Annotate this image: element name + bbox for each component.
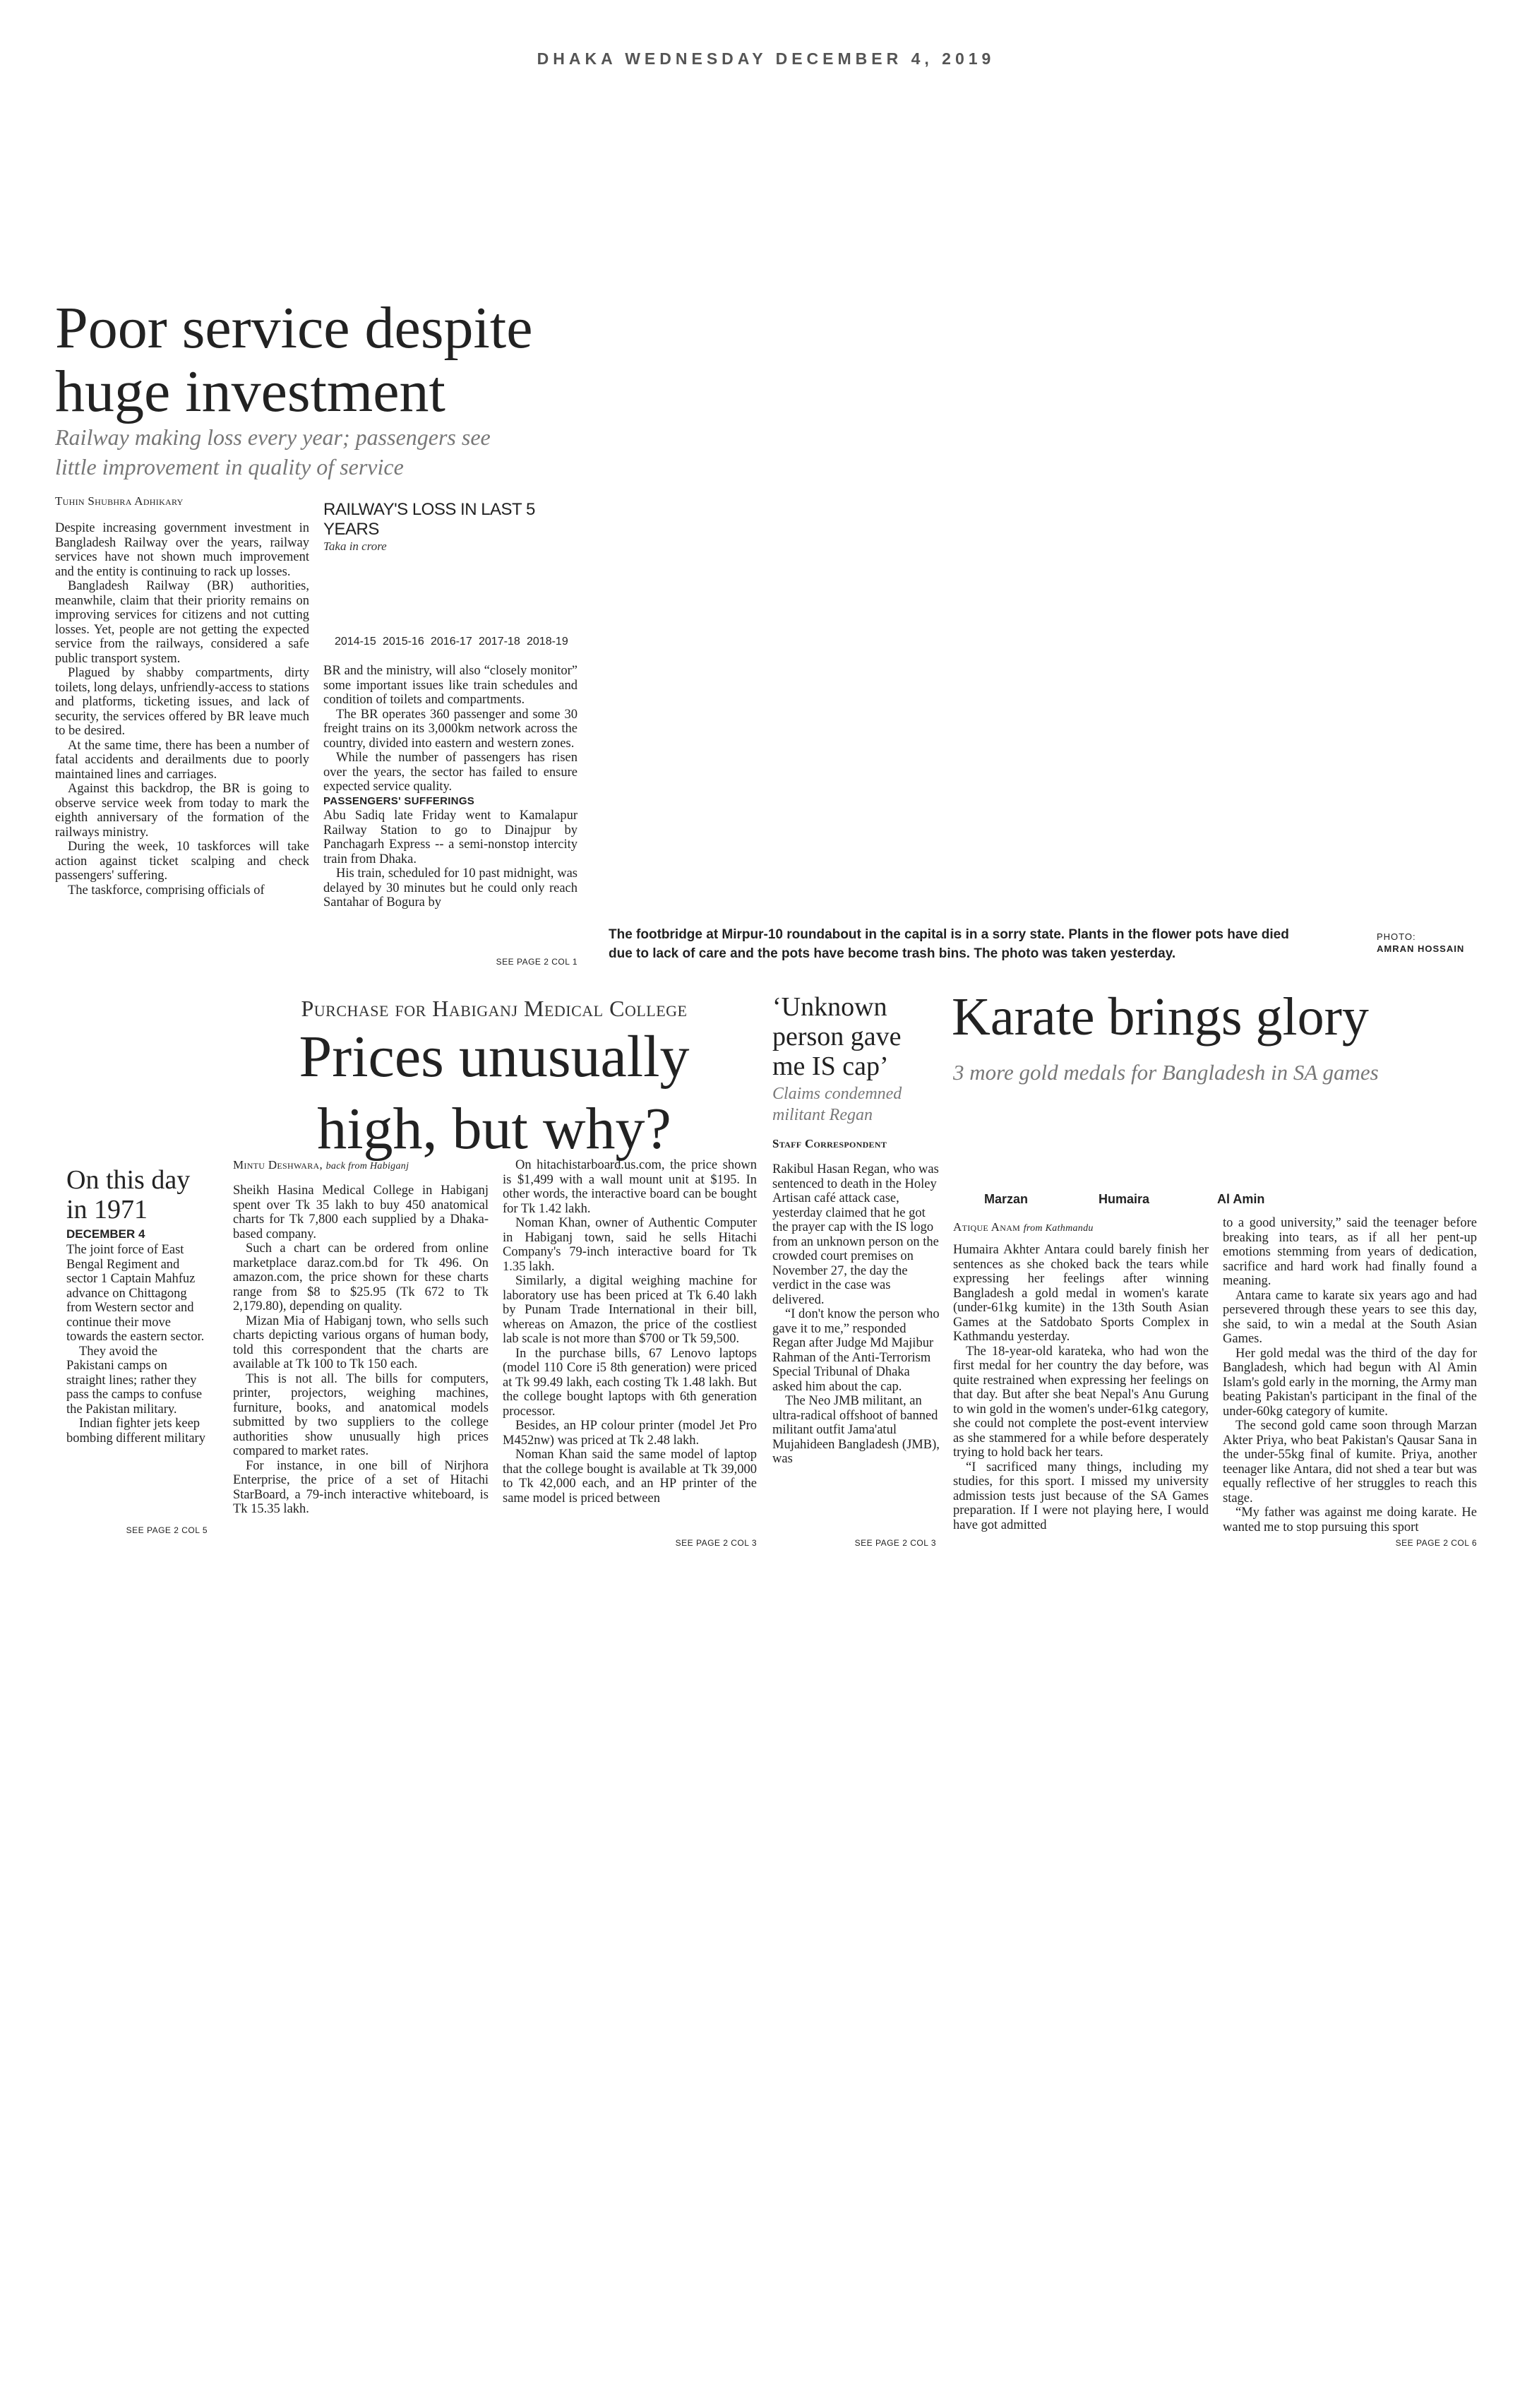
railway-deck-line1: Railway making loss every year; passengers see bbox=[55, 424, 491, 450]
on-this-day-p0: The joint force of East Bengal Regiment and sector 1 Captain Mahfuz advance on Chittagong from Western sector and continue their move towards the eastern sector. bbox=[66, 1243, 205, 1344]
chart-x-tick: 2015-16 bbox=[383, 636, 424, 648]
on-this-day-title-line2: in 1971 bbox=[66, 1195, 148, 1224]
dateline: DHAKA WEDNESDAY DECEMBER 4, 2019 bbox=[537, 49, 995, 68]
habiganj-col2 bbox=[503, 1158, 757, 1506]
railway-col2 bbox=[323, 664, 578, 910]
is-cap-p2: The Neo JMB militant, an ultra-radical offshoot of banned militant outfit Jama'atul Mujahideen Bangladesh (JMB), was bbox=[772, 1394, 940, 1466]
railway-col1-p3: At the same time, there has been a number of fatal accidents and derailments due to poorly maintained lines and carriages. bbox=[55, 738, 309, 782]
chart-x-axis bbox=[323, 636, 592, 651]
karate-byline-place: from Kathmandu bbox=[1023, 1223, 1094, 1234]
habiganj-see-page: SEE PAGE 2 COL 3 bbox=[675, 1538, 757, 1548]
photo-credit-name: AMRAN HOSSAIN bbox=[1377, 943, 1465, 954]
is-cap-headline-line3: me IS cap’ bbox=[772, 1051, 889, 1081]
karate-label-marzan: Marzan bbox=[984, 1192, 1029, 1206]
karate-col2-p1: Antara came to karate six years ago and had persevered through these years to see this day, she said, to win a medal at the South Asian Games. bbox=[1223, 1288, 1477, 1346]
chart-x-tick: 2018-19 bbox=[527, 636, 568, 648]
karate-col2 bbox=[1223, 1216, 1477, 1534]
habiganj-col1 bbox=[233, 1184, 489, 1517]
karate-col2-p3: The second gold came soon through Marzan Akter Priya, who beat Pakistan's Qausar Sana in the under-55kg final of kumite. Priya, another teenager like Antara, did not shed a tear but was equally reflective of her struggles to reach this stage. bbox=[1223, 1419, 1477, 1506]
habiganj-col1-p1: Such a chart can be ordered from online marketplace daraz.com.bd for Tk 496. On amazon.com, the price shown for these charts range from $8 to $25.95 (Tk 672 to Tk 2,179.80), depending on quality. bbox=[233, 1241, 489, 1313]
railway-headline-line1: Poor service despite bbox=[55, 295, 533, 361]
habiganj-col2-p4: Besides, an HP colour printer (model Jet Pro M452nw) was priced at Tk 2.48 lakh. bbox=[503, 1419, 757, 1448]
railway-subhead: PASSENGERS' SUFFERINGS bbox=[323, 794, 475, 807]
chart-x-tick: 2017-18 bbox=[479, 636, 520, 648]
railway-col1-p1: Bangladesh Railway (BR) authorities, meanwhile, claim that their priority remains on improving services for citizens and not cutting losses. Yet, people are not getting the expected service from the railways, considered a safe public transport system. bbox=[55, 579, 309, 666]
habiganj-headline-line2: high, but why? bbox=[317, 1096, 671, 1162]
habiganj-byline-name: Mintu Deshwara, bbox=[233, 1158, 323, 1172]
railway-byline: Tuhin Shubhra Adhikary bbox=[55, 494, 184, 508]
karate-col2-p2: Her gold medal was the third of the day for Bangladesh, which had begun with Al Amin Islam's gold early in the morning, the Army man beating Pakistan's participant in the final of the under-60kg category of kumite. bbox=[1223, 1346, 1477, 1419]
karate-byline-name: Atique Anam bbox=[953, 1220, 1021, 1234]
habiganj-col2-p5: Noman Khan said the same model of laptop that the college bought is available at Tk 39,000 to Tk 42,000 each, and an HP printer of the same model is priced between bbox=[503, 1448, 757, 1506]
is-cap-body bbox=[772, 1162, 942, 1467]
railway-col2-p3: Abu Sadiq late Friday went to Kamalapur Railway Station to go to Dinajpur by Panchagarh Express -- a semi-nonstop intercity train from Dhaka. bbox=[323, 809, 578, 866]
is-cap-headline bbox=[772, 992, 949, 1081]
karate-byline bbox=[953, 1220, 1221, 1234]
habiganj-byline bbox=[233, 1158, 487, 1172]
habiganj-byline-place: back from Habiganj bbox=[325, 1161, 409, 1172]
railway-col2-p0: BR and the ministry, will also “closely monitor” some important issues like train schedules and condition of toilets and compartments. bbox=[323, 664, 578, 707]
photo-caption bbox=[609, 925, 1322, 963]
is-cap-headline-line1: ‘Unknown bbox=[772, 992, 887, 1022]
is-cap-p0: Rakibul Hasan Regan, who was sentenced to death in the Holey Artisan café attack case, yesterday claimed that he got the prayer cap with the IS logo from an unknown person on the crowded court premises on November 27, the day the verdict in the case was delivered. bbox=[772, 1162, 939, 1307]
on-this-day-p2: Indian fighter jets keep bombing different military bbox=[66, 1417, 205, 1446]
habiganj-kicker: Purchase for Habiganj Medical College bbox=[301, 996, 688, 1021]
railway-deck bbox=[55, 422, 620, 482]
photo-credit bbox=[1377, 931, 1504, 955]
habiganj-headline-line1: Prices unusually bbox=[299, 1024, 690, 1090]
chart-title: RAILWAY'S LOSS IN LAST 5 YEARS bbox=[323, 500, 535, 539]
on-this-day-title bbox=[66, 1165, 222, 1224]
chart-x-tick: 2014-15 bbox=[335, 636, 376, 648]
chart-x-tick: 2016-17 bbox=[431, 636, 472, 648]
on-this-day-p1: They avoid the Pakistani camps on straight lines; rather they pass the camps to confuse the Pakistan military. bbox=[66, 1344, 203, 1417]
karate-col1-p0: Humaira Akhter Antara could barely finish her sentences as she choked back the tears while expressing her feelings after winning Bangladesh a gold medal in women's karate (under-61kg kumite) in the 13th South Asian Games at the Satdobato Sports Complex in Kathmandu yesterday. bbox=[953, 1243, 1209, 1344]
is-cap-byline: Staff Correspondent bbox=[772, 1137, 887, 1150]
karate-label-alamin: Al Amin bbox=[1217, 1192, 1265, 1206]
railway-see-page: SEE PAGE 2 COL 1 bbox=[496, 957, 578, 967]
habiganj-col2-p2: Similarly, a digital weighing machine for laboratory use has been priced at Tk 6.40 lakh by Punam Trade International in their bill, whereas on Amazon, the price of the costliest lab scale is not more than $700 or Tk 59,500. bbox=[503, 1274, 757, 1346]
karate-deck: 3 more gold medals for Bangladesh in SA games bbox=[953, 1060, 1379, 1085]
habiganj-col1-p4: For instance, in one bill of Nirjhora Enterprise, the price of a set of Hitachi StarBoard, a 79-inch interactive whiteboard, is Tk 15.35 lakh. bbox=[233, 1458, 489, 1516]
is-cap-deck-line1: Claims condemned bbox=[772, 1085, 902, 1103]
railway-col2-p1: The BR operates 360 passenger and some 30 freight trains on its 3,000km network across the country, divided into eastern and western zones. bbox=[323, 707, 578, 751]
photo-caption-line1: The footbridge at Mirpur-10 roundabout in the capital is in a sorry state. Plants in the flower pots have died bbox=[609, 927, 1289, 942]
railway-col2-p2: While the number of passengers has risen over the years, the sector has failed to ensure expected service quality. bbox=[323, 751, 578, 794]
karate-col1 bbox=[953, 1243, 1209, 1532]
railway-deck-line2: little improvement in quality of service bbox=[55, 454, 404, 479]
railway-headline bbox=[55, 297, 620, 424]
railway-col1-p6: The taskforce, comprising officials of bbox=[68, 883, 265, 898]
karate-col2-p4: “My father was against me doing karate. He wanted me to stop pursuing this sport bbox=[1223, 1506, 1477, 1534]
karate-see-page: SEE PAGE 2 COL 6 bbox=[1395, 1538, 1477, 1548]
photo-credit-label: PHOTO: bbox=[1377, 931, 1416, 942]
is-cap-deck-line2: militant Regan bbox=[772, 1106, 873, 1124]
railway-col1-p0: Despite increasing government investment in Bangladesh Railway over the years, railway services have not shown much improvement and the entity is continuing to rack up losses. bbox=[55, 521, 309, 579]
habiganj-col2-p3: In the purchase bills, 67 Lenovo laptops (model 110 Core i5 8th generation) were priced at Tk 99.49 lakh, each costing Tk 1.48 lakh. But the college bought laptops with 6th generation processor. bbox=[503, 1346, 757, 1419]
photo-caption-line2: due to lack of care and the pots have become trash bins. The photo was taken yesterday. bbox=[609, 946, 1176, 961]
karate-col2-p0: to a good university,” said the teenager before breaking into tears, as if all her pent-up emotions stemming from years of dedication, sacrifice and hard work had finally found a meaning. bbox=[1223, 1216, 1477, 1288]
railway-col1-p2: Plagued by shabby compartments, dirty toilets, long delays, unfriendly-access to stations and platforms, ticketing issues, and lack of security, the services offered by BR leave much to be desired. bbox=[55, 666, 309, 738]
habiganj-headline bbox=[233, 1021, 755, 1165]
on-this-day-see-page: SEE PAGE 2 COL 5 bbox=[126, 1525, 208, 1535]
chart-subtitle: Taka in crore bbox=[323, 540, 387, 553]
habiganj-col1-p0: Sheikh Hasina Medical College in Habiganj spent over Tk 35 lakh to buy 450 anatomical charts for Tk 7,800 each supplied by a Dhaka-based company. bbox=[233, 1184, 489, 1241]
railway-col1 bbox=[55, 521, 309, 898]
karate-label-humaira: Humaira bbox=[1099, 1192, 1150, 1206]
karate-headline: Karate brings glory bbox=[952, 987, 1369, 1047]
karate-col1-p1: The 18-year-old karateka, who had won the first medal for her country the day before, was quite restrained when expressing her feelings on that day. But after she beat Nepal's Anu Gurung to win gold in the women's under-61kg category, she could not complete the post-event interview as she stammered for a while before desperately trying to hold back her tears. bbox=[953, 1344, 1209, 1460]
habiganj-col2-p0: On hitachistarboard.us.com, the price shown is $1,499 with a wall mount unit at $195. In other words, the interactive board can be bought for Tk 1.42 lakh. bbox=[503, 1158, 757, 1216]
on-this-day-date: DECEMBER 4 bbox=[66, 1227, 145, 1241]
on-this-day-body bbox=[66, 1243, 208, 1446]
is-cap-headline-line2: person gave bbox=[772, 1022, 902, 1051]
on-this-day-title-line1: On this day bbox=[66, 1165, 191, 1195]
railway-col1-p5: During the week, 10 taskforces will take action against ticket scalping and check passengers' suffering. bbox=[55, 840, 309, 883]
habiganj-col1-p2: Mizan Mia of Habiganj town, who sells such charts depicting various organs of human body, told this correspondent that the charts are available at Tk 100 to Tk 150 each. bbox=[233, 1313, 489, 1371]
railway-headline-line2: huge investment bbox=[55, 359, 445, 424]
railway-loss-chart bbox=[323, 500, 592, 657]
is-cap-deck bbox=[772, 1083, 949, 1126]
is-cap-p1: “I don't know the person who gave it to me,” responded Regan after Judge Md Majibur Rahman of the Anti-Terrorism Special Tribunal of Dhaka asked him about the cap. bbox=[772, 1307, 940, 1394]
railway-col2-p4: His train, scheduled for 10 past midnight, was delayed by 30 minutes but he could only reach Santahar of Bogura by bbox=[323, 866, 578, 910]
habiganj-col1-p3: This is not all. The bills for computers, printer, projectors, weighing machines, furniture, books, and anatomical models submitted by two suppliers to the college authorities show unusually high prices compared to market rates. bbox=[233, 1371, 489, 1458]
is-cap-see-page: SEE PAGE 2 COL 3 bbox=[854, 1538, 936, 1548]
karate-col1-p2: “I sacrificed many things, including my studies, for this sport. I missed my university admission tests just because of the SA Games preparation. If I were not playing here, I would have got admitted bbox=[953, 1460, 1209, 1532]
railway-col1-p4: Against this backdrop, the BR is going to observe service week from today to mark the eighth anniversary of the formation of the railways ministry. bbox=[55, 782, 309, 840]
habiganj-col2-p1: Noman Khan, owner of Authentic Computer in Habiganj town, said he sells Hitachi Company's 79-inch interactive board for Tk 1.35 lakh. bbox=[503, 1216, 757, 1274]
